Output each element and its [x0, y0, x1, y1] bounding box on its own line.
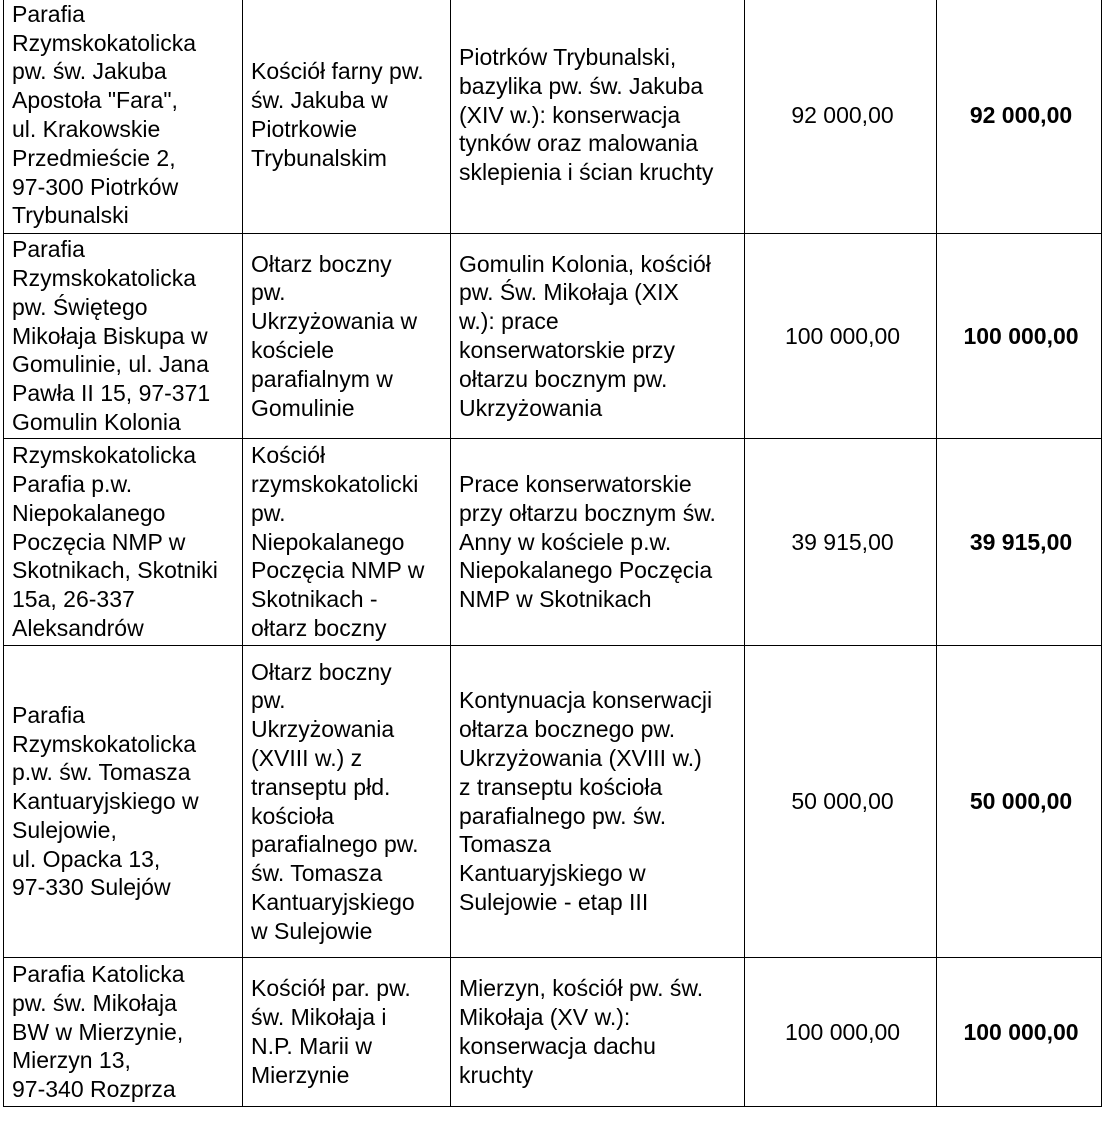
grant-amount-cell: 100 000,00 [937, 958, 1102, 1107]
cost-cell: 50 000,00 [745, 646, 937, 958]
cost-cell: 39 915,00 [745, 439, 937, 646]
table-row [4, 958, 1102, 1107]
grant-amount-cell: 92 000,00 [937, 0, 1102, 234]
grants-table [3, 0, 1102, 1107]
object-cell: Ołtarz boczny pw. Ukrzyżowania (XVIII w.) z transeptu płd. kościoła parafialnego pw. św. Tomasza Kantuaryjskiego w Sulejowie [243, 646, 451, 958]
cost-cell: 100 000,00 [745, 234, 937, 439]
scope-cell: Prace konserwatorskie przy ołtarzu bocznym św. Anny w kościele p.w. Niepokalanego Poczęcia NMP w Skotnikach [451, 439, 745, 646]
grant-amount-cell: 50 000,00 [937, 646, 1102, 958]
applicant-cell: Parafia Rzymskokatolicka p.w. św. Tomasza Kantuaryjskiego w Sulejowie, ul. Opacka 13, 97-330 Sulejów [4, 646, 243, 958]
scope-cell: Piotrków Trybunalski, bazylika pw. św. Jakuba (XIV w.): konserwacja tynków oraz malowania sklepienia i ścian kruchty [451, 0, 745, 234]
table-row [4, 0, 1102, 234]
applicant-cell: Parafia Rzymskokatolicka pw. św. Jakuba Apostoła "Fara", ul. Krakowskie Przedmieście 2, 97-300 Piotrków Trybunalski [4, 0, 243, 234]
table-row [4, 646, 1102, 958]
applicant-cell: Parafia Rzymskokatolicka pw. Świętego Mikołaja Biskupa w Gomulinie, ul. Jana Pawła II 15, 97-371 Gomulin Kolonia [4, 234, 243, 439]
scope-cell: Gomulin Kolonia, kościół pw. Św. Mikołaja (XIX w.): prace konserwatorskie przy ołtarzu bocznym pw. Ukrzyżowania [451, 234, 745, 439]
object-cell: Ołtarz boczny pw. Ukrzyżowania w kościele parafialnym w Gomulinie [243, 234, 451, 439]
scope-cell: Kontynuacja konserwacji ołtarza bocznego pw. Ukrzyżowania (XVIII w.) z transeptu kościoła parafialnego pw. św. Tomasza Kantuaryjskiego w Sulejowie - etap III [451, 646, 745, 958]
scope-cell: Mierzyn, kościół pw. św. Mikołaja (XV w.): konserwacja dachu kruchty [451, 958, 745, 1107]
table-row [4, 234, 1102, 439]
applicant-cell: Parafia Katolicka pw. św. Mikołaja BW w Mierzynie, Mierzyn 13, 97-340 Rozprza [4, 958, 243, 1107]
table-row [4, 439, 1102, 646]
object-cell: Kościół par. pw. św. Mikołaja i N.P. Marii w Mierzynie [243, 958, 451, 1107]
object-cell: Kościół rzymskokatolicki pw. Niepokalanego Poczęcia NMP w Skotnikach - ołtarz boczny [243, 439, 451, 646]
object-cell: Kościół farny pw. św. Jakuba w Piotrkowie Trybunalskim [243, 0, 451, 234]
applicant-cell: Rzymskokatolicka Parafia p.w. Niepokalanego Poczęcia NMP w Skotnikach, Skotniki 15a, 26-337 Aleksandrów [4, 439, 243, 646]
grant-amount-cell: 39 915,00 [937, 439, 1102, 646]
grant-amount-cell: 100 000,00 [937, 234, 1102, 439]
cost-cell: 92 000,00 [745, 0, 937, 234]
cost-cell: 100 000,00 [745, 958, 937, 1107]
